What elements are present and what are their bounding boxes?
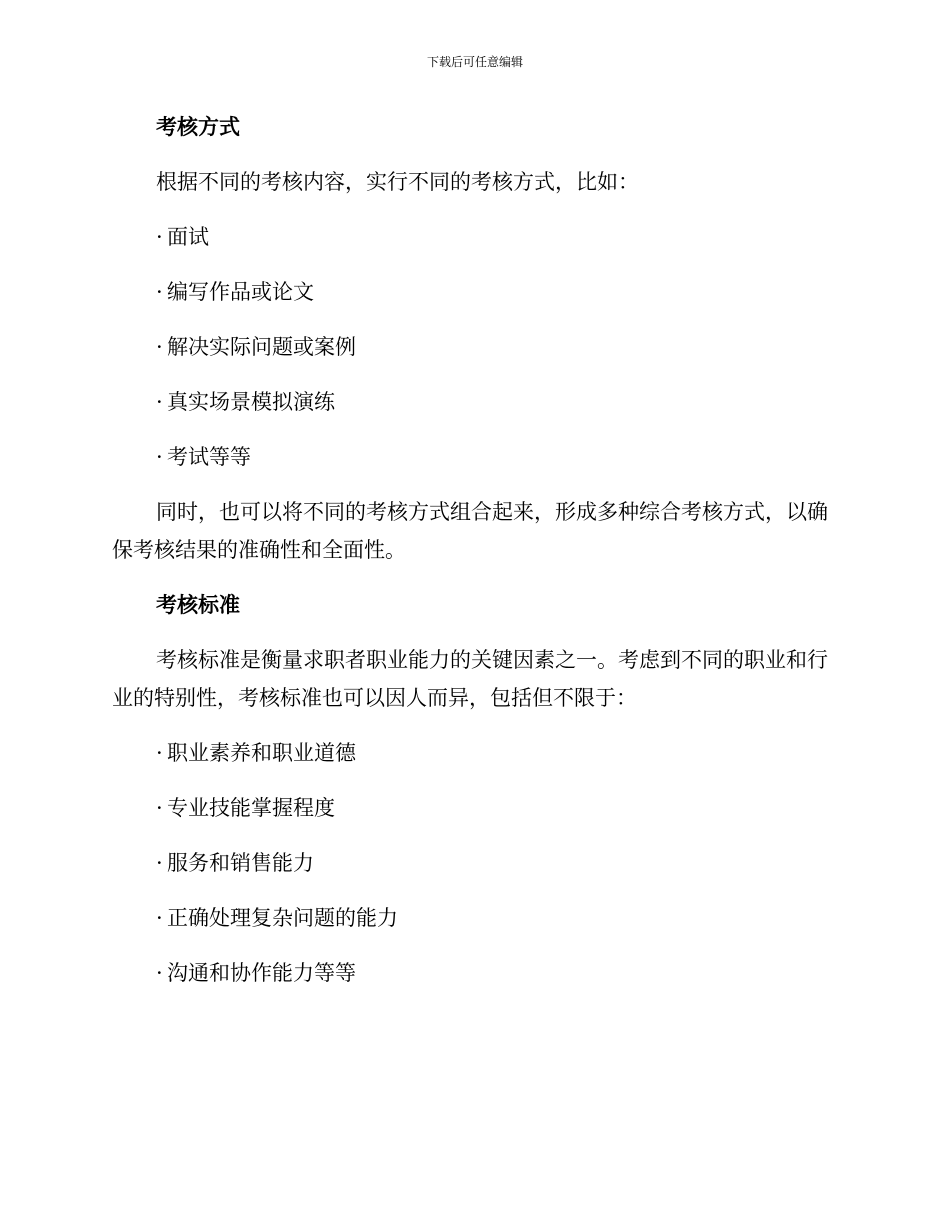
list-item-text: 服务和销售能力 xyxy=(167,851,314,875)
list-item-text: 正确处理复杂问题的能力 xyxy=(167,906,398,930)
list-item xyxy=(112,734,832,772)
list-item xyxy=(112,844,832,882)
bullet-icon: · xyxy=(156,225,163,249)
section-heading-assessment-method: 考核方式 xyxy=(156,115,240,139)
bullet-icon: · xyxy=(156,796,163,820)
section1-intro-paragraph: 根据不同的考核内容，实行不同的考核方式，比如： xyxy=(156,170,639,194)
list-item-text: 职业素养和职业道德 xyxy=(167,741,356,765)
list-item xyxy=(112,789,832,827)
list-item-text: 编写作品或论文 xyxy=(167,280,314,304)
list-item-text: 专业技能掌握程度 xyxy=(167,796,335,820)
bullet-icon: · xyxy=(156,335,163,359)
list-item xyxy=(112,954,832,992)
list-item-text: 考试等等 xyxy=(167,445,251,469)
list-item-text: 沟通和协作能力等等 xyxy=(167,961,356,985)
section1-conclusion-paragraph: 同时，也可以将不同的考核方式组合起来，形成多种综合考核方式，以确保考核结果的准确性和全面性。 xyxy=(112,500,828,562)
list-item-text: 真实场景模拟演练 xyxy=(167,390,335,414)
list-item xyxy=(112,438,832,476)
bullet-icon: · xyxy=(156,906,163,930)
bullet-icon: · xyxy=(156,390,163,414)
list-item xyxy=(112,328,832,366)
bullet-icon: · xyxy=(156,741,163,765)
list-item xyxy=(112,218,832,256)
section2-intro-paragraph: 考核标准是衡量求职者职业能力的关键因素之一。考虑到不同的职业和行业的特别性，考核标准也可以因人而异，包括但不限于： xyxy=(112,648,828,710)
list-item xyxy=(112,273,832,311)
document-body xyxy=(112,108,832,1009)
bullet-icon: · xyxy=(156,851,163,875)
bullet-icon: · xyxy=(156,445,163,469)
bullet-icon: · xyxy=(156,961,163,985)
section-heading-assessment-standard: 考核标准 xyxy=(156,593,240,617)
list-item-text: 解决实际问题或案例 xyxy=(167,335,356,359)
page-header: 下载后可任意编辑 xyxy=(426,55,523,69)
list-item xyxy=(112,899,832,937)
list-item xyxy=(112,383,832,421)
list-item-text: 面试 xyxy=(167,225,209,249)
bullet-icon: · xyxy=(156,280,163,304)
